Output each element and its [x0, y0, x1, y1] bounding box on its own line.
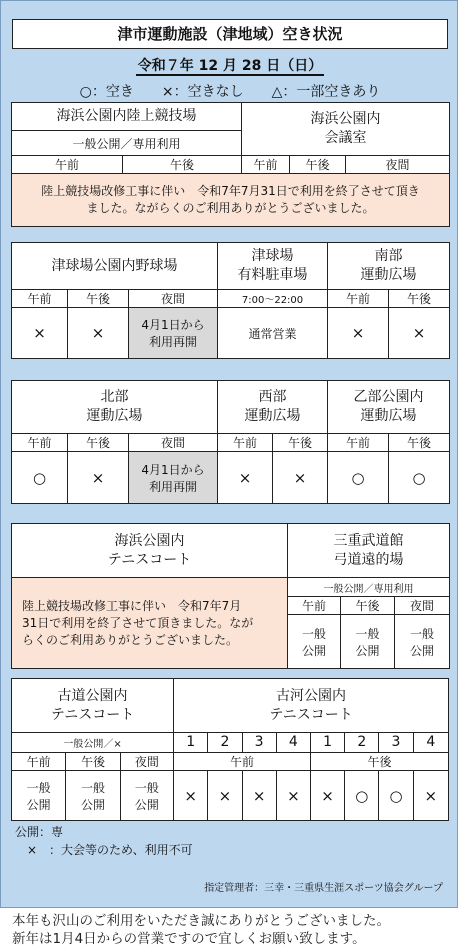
- status-cell: 一般 公開: [66, 771, 120, 821]
- facility-name: 海浜公園内 テニスコート: [12, 524, 288, 578]
- status-date-text: 令和７年 12 月 28 日（日）: [137, 58, 323, 74]
- night-header: 夜間: [129, 290, 218, 308]
- am-header: 午前: [12, 290, 68, 308]
- am-header: 午前: [12, 156, 123, 174]
- pm-header: 午後: [310, 753, 448, 771]
- am-header: 午前: [328, 434, 389, 452]
- status-cell: ○: [389, 452, 450, 504]
- facility-name: 北部 運動広場: [12, 381, 218, 434]
- footnote: [15, 823, 193, 859]
- court-number: 3: [242, 733, 276, 753]
- facility-table-1: [11, 102, 450, 227]
- court-number: 4: [413, 733, 448, 753]
- parking-hours: 7:00～22:00: [218, 290, 328, 308]
- parking-status: 通常営業: [218, 308, 328, 359]
- am-header: 午前: [12, 434, 68, 452]
- pm-header: 午後: [389, 290, 450, 308]
- night-header: 夜間: [346, 156, 450, 174]
- status-cell: ×: [218, 452, 273, 504]
- status-cell: 一般 公開: [120, 771, 173, 821]
- pm-header: 午後: [68, 290, 129, 308]
- night-header: 夜間: [129, 434, 218, 452]
- footnote-line: × ：大会等のため、利用不可: [15, 843, 193, 857]
- court-status-cell: ×: [310, 771, 344, 821]
- closing-line: 新年は1月4日からの営業ですので宜しくお願い致します。: [12, 931, 366, 947]
- footnote-line: 公開：専: [15, 825, 64, 839]
- court-status-cell: ○: [345, 771, 379, 821]
- facility-name: 三重武道館 弓道遠的場: [288, 524, 450, 578]
- court-status-cell: ×: [276, 771, 310, 821]
- usage-type-label: 一般公開／専用利用: [12, 131, 242, 156]
- status-cell: ×: [328, 308, 389, 359]
- facility-name: 海浜公園内 会議室: [242, 103, 450, 156]
- court-status-cell: ×: [413, 771, 448, 821]
- court-number: 2: [208, 733, 242, 753]
- status-cell: ×: [68, 452, 129, 504]
- court-status-cell: ×: [242, 771, 276, 821]
- designated-manager: 指定管理者：三幸・三重県生涯スポーツ協会グループ: [204, 883, 443, 894]
- court-number: 1: [174, 733, 208, 753]
- closure-notice: 陸上競技場改修工事に伴い 令和7年7月 31日で利用を終了させて頂きました。なが らくのご利用ありがとうございました。: [12, 578, 288, 669]
- status-date: [1, 57, 458, 75]
- legend: ○：空き ×：空きなし △：一部空きあり: [79, 84, 381, 100]
- night-header: 夜間: [395, 597, 450, 615]
- court-number: 2: [345, 733, 379, 753]
- am-header: 午前: [12, 753, 66, 771]
- status-cell: ×: [12, 308, 68, 359]
- am-header: 午前: [242, 156, 290, 174]
- facility-table-3: [11, 380, 450, 504]
- status-cell: ×: [389, 308, 450, 359]
- usage-type-label: 一般公開／×: [12, 733, 174, 753]
- court-number: 3: [379, 733, 413, 753]
- closing-message: [12, 912, 390, 948]
- pm-header: 午後: [123, 156, 242, 174]
- facility-name: 海浜公園内陸上競技場: [12, 103, 242, 131]
- reopen-notice-cell: 4月1日から 利用再開: [129, 308, 218, 359]
- closing-line: 本年も沢山のご利用をいただき誠にありがとうございました。: [12, 913, 390, 929]
- status-cell: ○: [328, 452, 389, 504]
- facility-name: 津球場 有料駐車場: [218, 243, 328, 290]
- page-title: 津市運動施設（津地域）空き状況: [12, 19, 448, 49]
- night-header: 夜間: [120, 753, 173, 771]
- am-header: 午前: [288, 597, 341, 615]
- am-header: 午前: [218, 434, 273, 452]
- status-cell: ○: [12, 452, 68, 504]
- pm-header: 午後: [66, 753, 120, 771]
- pm-header: 午後: [273, 434, 328, 452]
- pm-header: 午後: [341, 597, 395, 615]
- facility-name: 津球場公園内野球場: [12, 243, 218, 290]
- closure-notice: 陸上競技場改修工事に伴い 令和7年7月31日で利用を終了させて頂き ました。ながらくのご利用ありがとうございました。: [12, 174, 450, 227]
- usage-type-label: 一般公開／専用利用: [288, 578, 450, 597]
- facility-table-4: [11, 523, 450, 669]
- am-header: 午前: [174, 753, 311, 771]
- status-cell: 一般 公開: [341, 615, 395, 669]
- pm-header: 午後: [290, 156, 346, 174]
- status-cell: ×: [273, 452, 328, 504]
- facility-table-2: [11, 242, 450, 359]
- pm-header: 午後: [389, 434, 450, 452]
- status-cell: ×: [68, 308, 129, 359]
- reopen-notice-cell: 4月1日から 利用再開: [129, 452, 218, 504]
- status-cell: 一般 公開: [12, 771, 66, 821]
- court-status-cell: ○: [379, 771, 413, 821]
- pm-header: 午後: [68, 434, 129, 452]
- facility-name: 西部 運動広場: [218, 381, 328, 434]
- facility-name: 乙部公園内 運動広場: [328, 381, 450, 434]
- facility-name: 古河公園内 テニスコート: [174, 679, 449, 733]
- facility-name: 南部 運動広場: [328, 243, 450, 290]
- status-cell: 一般 公開: [288, 615, 341, 669]
- am-header: 午前: [328, 290, 389, 308]
- facility-table-5: [11, 678, 449, 821]
- court-number: 1: [310, 733, 344, 753]
- court-status-cell: ×: [208, 771, 242, 821]
- court-status-cell: ×: [174, 771, 208, 821]
- status-cell: 一般 公開: [395, 615, 450, 669]
- court-number: 4: [276, 733, 310, 753]
- facility-name: 古道公園内 テニスコート: [12, 679, 174, 733]
